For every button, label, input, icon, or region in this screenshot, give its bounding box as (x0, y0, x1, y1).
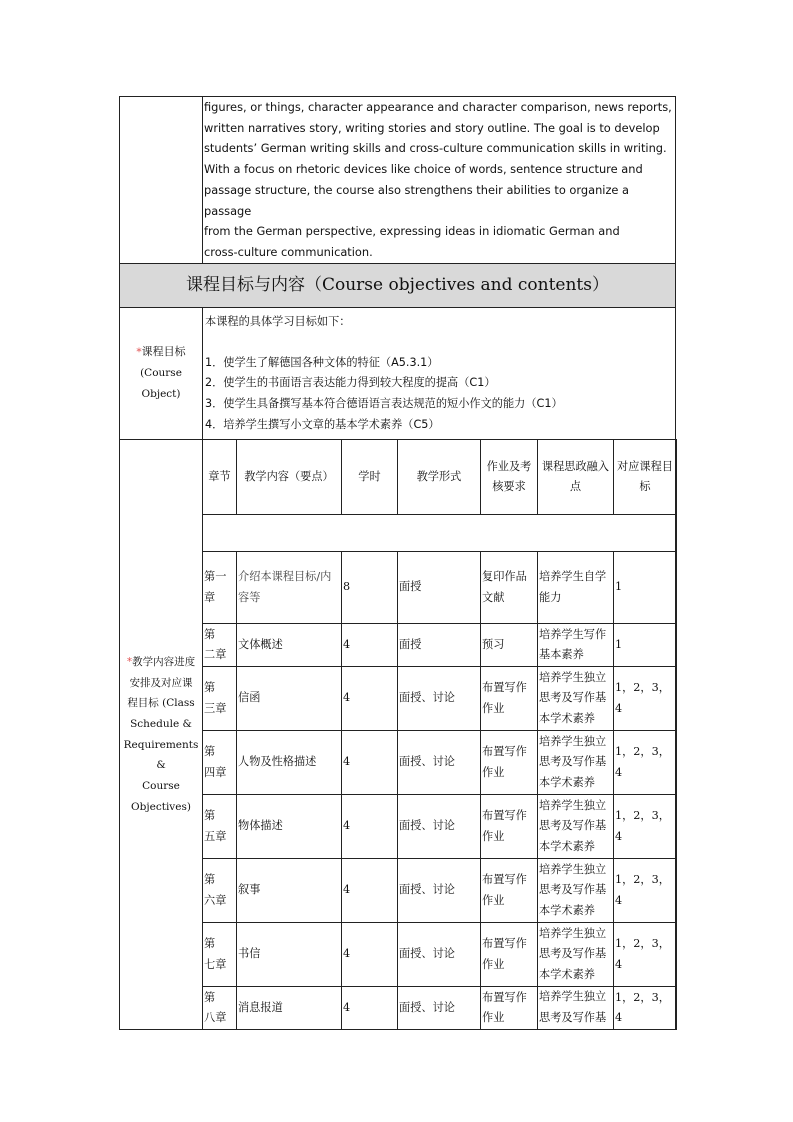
content-cell: 叙事 (237, 859, 342, 923)
objective-cell: 1，2，3，4 (614, 987, 677, 1030)
objectives-content (203, 307, 676, 440)
intro-description (203, 97, 676, 264)
hours-cell: 4 (342, 731, 398, 795)
objective-cell: 1，2，3，4 (614, 923, 677, 987)
homework-cell: 复印作品文献 (481, 552, 538, 624)
header-homework: 作业及考核要求 (481, 440, 538, 515)
schedule-label-line: Course (142, 780, 180, 793)
content-cell: 消息报道 (237, 987, 342, 1030)
intro-line: students’ German writing skills and cross-culture communication skills in writing. (204, 141, 667, 156)
chapter-cell: 第一章 (203, 552, 237, 624)
objectives-label-en: (Course Object) (140, 367, 182, 400)
table-row (203, 552, 677, 624)
objective-item: 3．使学生具备撰写基本符合德语语言表达规范的短小作文的能力（C1） (205, 397, 563, 410)
course-table (119, 96, 676, 1030)
content-cell: 书信 (237, 923, 342, 987)
schedule-label-line: Requirements & (123, 738, 199, 772)
intro-row (120, 97, 676, 264)
hours-cell: 4 (342, 859, 398, 923)
table-row (203, 987, 677, 1030)
form-cell: 面授 (398, 552, 481, 624)
hours-cell: 4 (342, 624, 398, 667)
objective-cell: 1 (614, 624, 677, 667)
schedule-empty-row (203, 515, 677, 552)
objective-cell: 1，2，3，4 (614, 667, 677, 731)
hours-cell: 4 (342, 987, 398, 1030)
intro-line: from the German perspective, expressing ideas in idiomatic German and (204, 224, 620, 239)
objective-cell: 1 (614, 552, 677, 624)
chapter-cell: 第 七章 (203, 923, 237, 987)
ideology-cell: 培养学生独立思考及写作基本学术素养 (538, 731, 614, 795)
chapter-cell: 第 三章 (203, 667, 237, 731)
form-cell: 面授、讨论 (398, 859, 481, 923)
intro-line: cross-culture communication. (204, 244, 373, 259)
homework-cell: 布置写作作业 (481, 795, 538, 859)
objective-cell: 1，2，3，4 (614, 859, 677, 923)
content-cell: 介绍本课程目标/内容等 (237, 552, 342, 624)
ideology-cell: 培养学生写作基本素养 (538, 624, 614, 667)
intro-label-cell (120, 97, 203, 264)
homework-cell: 预习 (481, 624, 538, 667)
schedule-label-line: Objectives) (131, 800, 191, 813)
schedule-label-line: Schedule & (130, 717, 192, 730)
banner-row (120, 263, 676, 307)
form-cell: 面授、讨论 (398, 731, 481, 795)
header-form: 教学形式 (398, 440, 481, 515)
schedule-label-line: 安排及对应课 (129, 676, 193, 689)
ideology-cell: 培养学生独立思考及写作基本学术素养 (538, 923, 614, 987)
required-star: * (136, 346, 142, 359)
content-cell: 人物及性格描述 (237, 731, 342, 795)
objectives-intro: 本课程的具体学习目标如下： (205, 314, 351, 328)
hours-cell: 4 (342, 667, 398, 731)
intro-line: written narratives story, writing stories and story outline. The goal is to develop (204, 120, 660, 135)
table-row (203, 795, 677, 859)
content-cell: 文体概述 (237, 624, 342, 667)
homework-cell: 布置写作作业 (481, 923, 538, 987)
header-objective: 对应课程目标 (614, 440, 677, 515)
objective-cell: 1，2，3，4 (614, 795, 677, 859)
content-cell: 物体描述 (237, 795, 342, 859)
form-cell: 面授、讨论 (398, 987, 481, 1030)
form-cell: 面授、讨论 (398, 795, 481, 859)
homework-cell: 布置写作作业 (481, 859, 538, 923)
header-hours: 学时 (342, 440, 398, 515)
header-ideology: 课程思政融入点 (538, 440, 614, 515)
chapter-cell: 第 五章 (203, 795, 237, 859)
homework-cell: 布置写作作业 (481, 987, 538, 1030)
intro-line: figures, or things, character appearance and character comparison, news reports, (204, 100, 672, 114)
homework-cell: 布置写作作业 (481, 731, 538, 795)
objective-cell: 1，2，3，4 (614, 731, 677, 795)
schedule-label (120, 440, 203, 1030)
form-cell: 面授 (398, 624, 481, 667)
hours-cell: 4 (342, 795, 398, 859)
chapter-cell: 第 八章 (203, 987, 237, 1030)
ideology-cell: 培养学生自学能力 (538, 552, 614, 624)
ideology-cell: 培养学生独立思考及写作基本学术素养 (538, 795, 614, 859)
ideology-cell: 培养学生独立思考及写作基 (538, 987, 614, 1030)
ideology-cell: 培养学生独立思考及写作基本学术素养 (538, 667, 614, 731)
intro-line: With a focus on rhetoric devices like choice of words, sentence structure and (204, 162, 643, 177)
objective-item: 1．使学生了解德国各种文体的特征（A5.3.1） (205, 355, 439, 369)
hours-cell: 8 (342, 552, 398, 624)
table-row (203, 624, 677, 667)
schedule-table (202, 439, 677, 1030)
form-cell: 面授、讨论 (398, 923, 481, 987)
objective-item: 2．使学生的书面语言表达能力得到较大程度的提高（C1） (205, 376, 496, 390)
document-page (119, 96, 675, 1030)
table-row (203, 859, 677, 923)
objectives-label-cn: 课程目标 (141, 345, 186, 359)
hours-cell: 4 (342, 923, 398, 987)
header-chapter: 章节 (203, 440, 237, 515)
homework-cell: 布置写作作业 (481, 667, 538, 731)
table-row (203, 923, 677, 987)
chapter-cell: 第 六章 (203, 859, 237, 923)
schedule-label-line: 教学内容进度 (132, 655, 196, 668)
chapter-cell: 第 四章 (203, 731, 237, 795)
schedule-header-row (203, 440, 677, 515)
required-star: * (126, 655, 133, 668)
objective-item: 4．培养学生撰写小文章的基本学术素养（C5） (205, 417, 440, 431)
schedule-label-line: 程目标 (Class (127, 697, 195, 710)
form-cell: 面授、讨论 (398, 667, 481, 731)
objectives-label (120, 307, 203, 440)
objectives-row (120, 307, 676, 440)
section-banner: 课程目标与内容（Course objectives and contents） (120, 263, 676, 307)
content-cell: 信函 (237, 667, 342, 731)
header-content: 教学内容（要点） (237, 440, 342, 515)
table-row (203, 731, 677, 795)
intro-line: passage structure, the course also strengthens their abilities to organize a passage (204, 182, 630, 218)
schedule-content-cell (203, 440, 676, 1030)
schedule-row (120, 440, 676, 1030)
chapter-cell: 第 二章 (203, 624, 237, 667)
table-row (203, 667, 677, 731)
ideology-cell: 培养学生独立思考及写作基本学术素养 (538, 859, 614, 923)
